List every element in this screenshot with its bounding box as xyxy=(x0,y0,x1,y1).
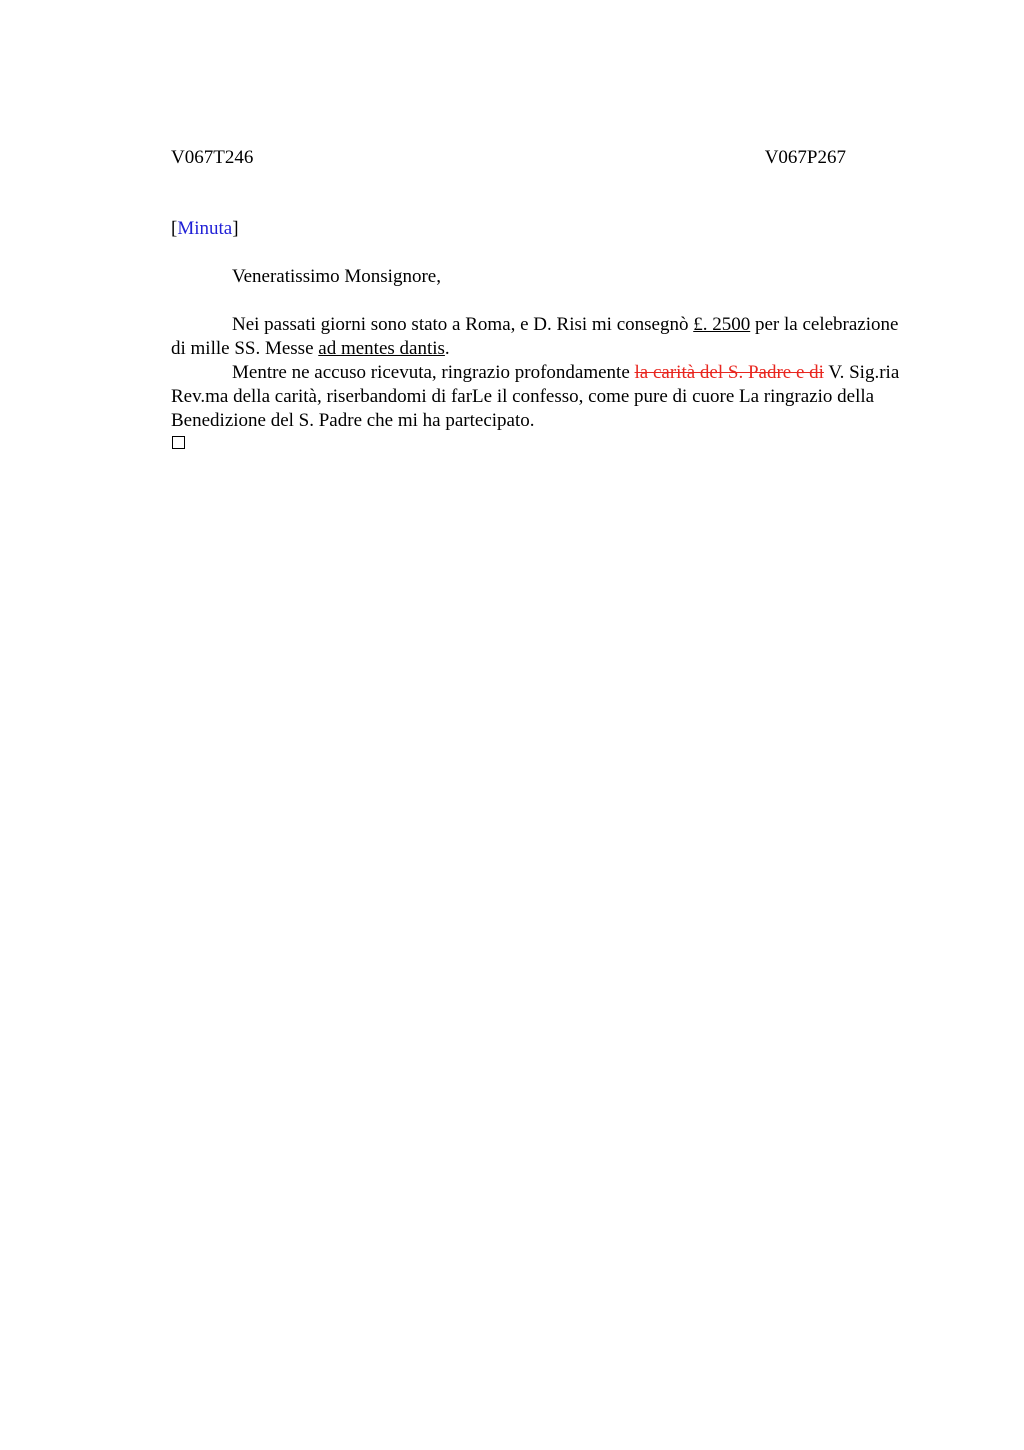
draft-note xyxy=(171,218,239,240)
deleted-text: la carità del S. Padre e di xyxy=(634,362,824,383)
paragraph-2-text-b: V. Sig.ria Rev.ma della carità, riserbandomi di farLe il confesso, come pure di cuore La ringrazio della Benedizione del S. Padre che mi ha partecipato. xyxy=(171,362,900,431)
salutation: Veneratissimo Monsignore, xyxy=(232,266,441,287)
paragraph-1-text-b: per la celebrazione di mille SS. Messe xyxy=(171,314,899,359)
paragraph-2 xyxy=(171,361,906,433)
paragraph-1-text-c: . xyxy=(444,338,450,359)
paragraph-1-text-a: Nei passati giorni sono stato a Roma, e D. Risi mi consegnò xyxy=(232,314,694,335)
reference-code-right: V067P267 xyxy=(764,147,846,168)
reference-header xyxy=(171,147,846,171)
amount-underlined: £. 2500 xyxy=(693,314,751,335)
draft-label: Minuta xyxy=(177,218,233,239)
bracket-open: [ xyxy=(171,218,178,239)
square-box-icon xyxy=(172,436,185,449)
letter-body xyxy=(171,313,906,433)
latin-phrase-underlined: ad mentes dantis xyxy=(318,338,445,359)
paragraph-1 xyxy=(171,313,906,361)
bracket-close: ] xyxy=(232,218,239,239)
reference-code-left: V067T246 xyxy=(171,147,254,168)
paragraph-2-text-a: Mentre ne accuso ricevuta, ringrazio profondamente xyxy=(232,362,635,383)
